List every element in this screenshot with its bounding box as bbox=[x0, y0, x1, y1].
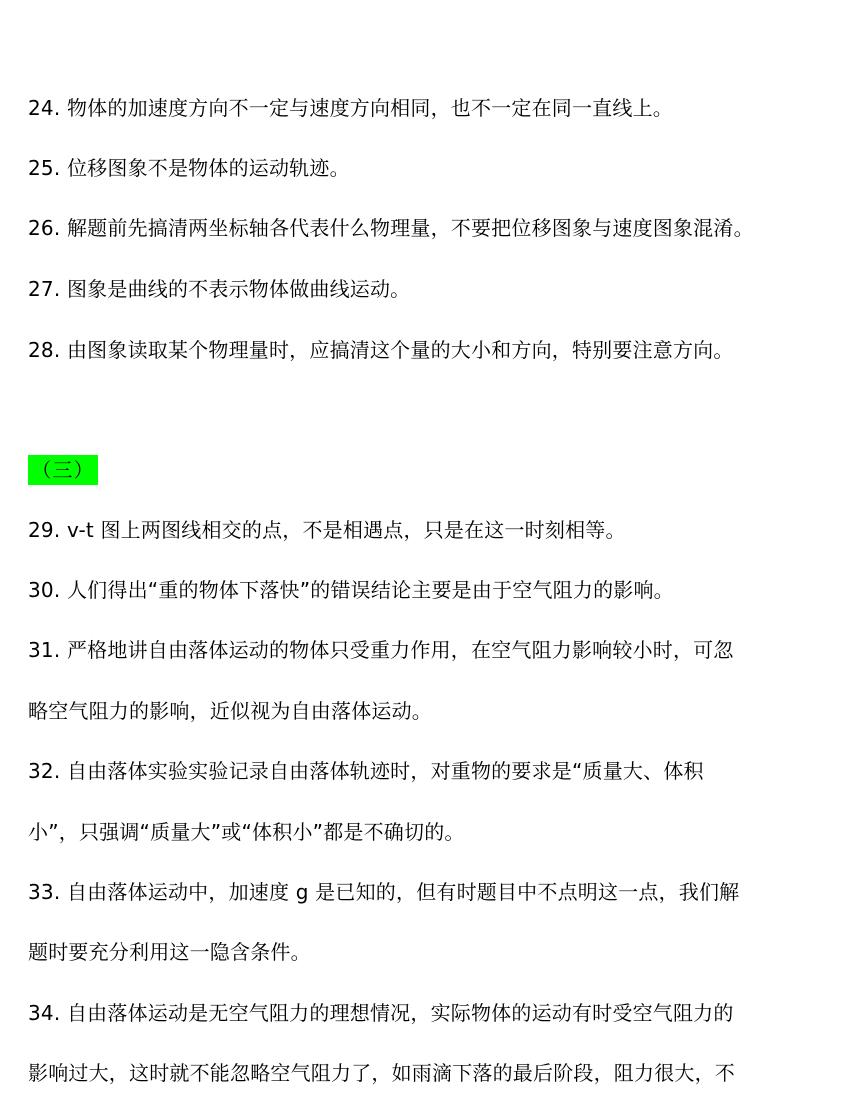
list-item: 32. 自由落体实验实验记录自由落体轨迹时，对重物的要求是“质量大、体积 bbox=[28, 759, 704, 783]
list-item: 34. 自由落体运动是无空气阻力的理想情况，实际物体的运动有时受空气阻力的 bbox=[28, 1001, 734, 1025]
list-item: 略空气阻力的影响，近似视为自由落体运动。 bbox=[28, 699, 432, 723]
section-heading: （三） bbox=[28, 455, 98, 485]
list-item: 28. 由图象读取某个物理量时，应搞清这个量的大小和方向，特别要注意方向。 bbox=[28, 338, 734, 362]
list-item: 题时要充分利用这一隐含条件。 bbox=[28, 940, 311, 964]
list-item: 24. 物体的加速度方向不一定与速度方向相同，也不一定在同一直线上。 bbox=[28, 96, 673, 120]
list-item: 30. 人们得出“重的物体下落快”的错误结论主要是由于空气阻力的影响。 bbox=[28, 578, 674, 602]
list-item: 27. 图象是曲线的不表示物体做曲线运动。 bbox=[28, 277, 411, 301]
list-item: 26. 解题前先搞清两坐标轴各代表什么物理量，不要把位移图象与速度图象混淆。 bbox=[28, 216, 754, 240]
list-item: 25. 位移图象不是物体的运动轨迹。 bbox=[28, 156, 350, 180]
list-item: 小”，只强调“质量大”或“体积小”都是不确切的。 bbox=[28, 820, 465, 844]
list-item: 33. 自由落体运动中，加速度 g 是已知的，但有时题目中不点明这一点，我们解 bbox=[28, 880, 740, 904]
list-item: 影响过大，这时就不能忽略空气阻力了，如雨滴下落的最后阶段，阻力很大，不 bbox=[28, 1061, 735, 1085]
list-item: 31. 严格地讲自由落体运动的物体只受重力作用，在空气阻力影响较小时，可忽 bbox=[28, 638, 734, 662]
list-item: 29. v-t 图上两图线相交的点，不是相遇点，只是在这一时刻相等。 bbox=[28, 518, 626, 542]
